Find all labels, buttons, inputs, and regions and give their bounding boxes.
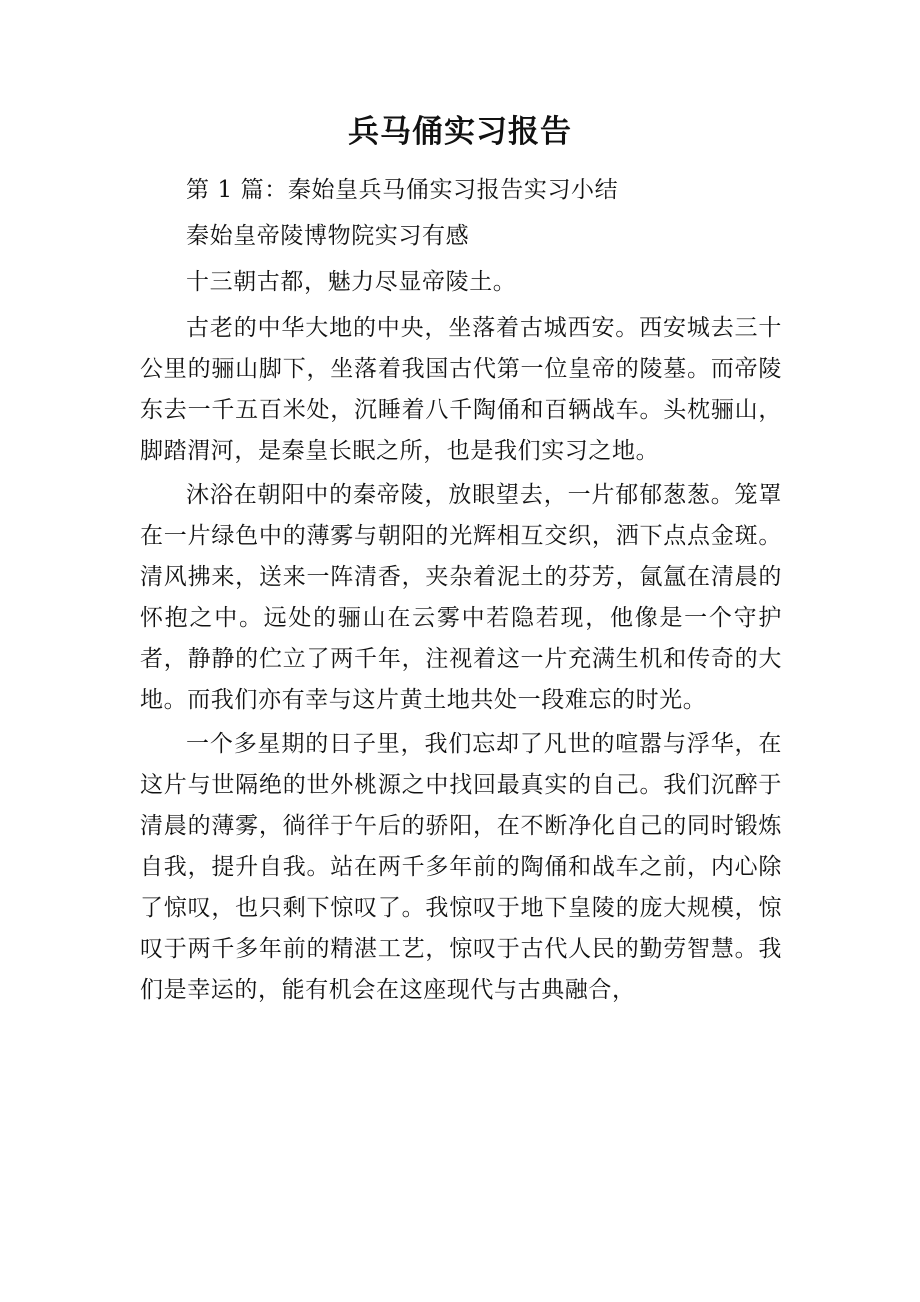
body-paragraph: 古老的中华大地的中央，坐落着古城西安。西安城去三十公里的骊山脚下，坐落着我国古代第一位皇帝的陵墓。而帝陵东去一千五百米处，沉睡着八千陶俑和百辆战车。头枕骊山，脚踏渭河，是秦皇长眠之所，也是我们实习之地。 — [140, 315, 782, 464]
chapter-heading: 第 1 篇：秦始皇兵马俑实习报告实习小结 — [186, 177, 619, 203]
body-paragraph: 沐浴在朝阳中的秦帝陵，放眼望去，一片郁郁葱葱。笼罩在一片绿色中的薄雾与朝阳的光辉相互交织，洒下点点金斑。清风拂来，送来一阵清香，夹杂着泥土的芬芳，氤氲在清晨的怀抱之中。远处的骊山在云雾中若隐若现，他像是一个守护者，静静的伫立了两千年，注视着这一片充满生机和传奇的大地。而我们亦有幸与这片黄土地共处一段难忘的时光。 — [140, 482, 782, 713]
document-title: 兵马俑实习报告 — [348, 114, 572, 150]
document-body — [140, 170, 782, 1011]
essay-subtitle: 秦始皇帝陵博物院实习有感 — [186, 223, 470, 249]
opening-line: 十三朝古都，魅力尽显帝陵土。 — [186, 269, 517, 295]
body-paragraph: 一个多星期的日子里，我们忘却了凡世的喧嚣与浮华，在这片与世隔绝的世外桃源之中找回最真实的自己。我们沉醉于清晨的薄雾，徜徉于午后的骄阳，在不断净化自己的同时锻炼自我，提升自我。站在两千多年前的陶俑和战车之前，内心除了惊叹，也只剩下惊叹了。我惊叹于地下皇陵的庞大规模，惊叹于两千多年前的精湛工艺，惊叹于古代人民的勤劳智慧。我们是幸运的，能有机会在这座现代与古典融合， — [140, 731, 782, 1003]
